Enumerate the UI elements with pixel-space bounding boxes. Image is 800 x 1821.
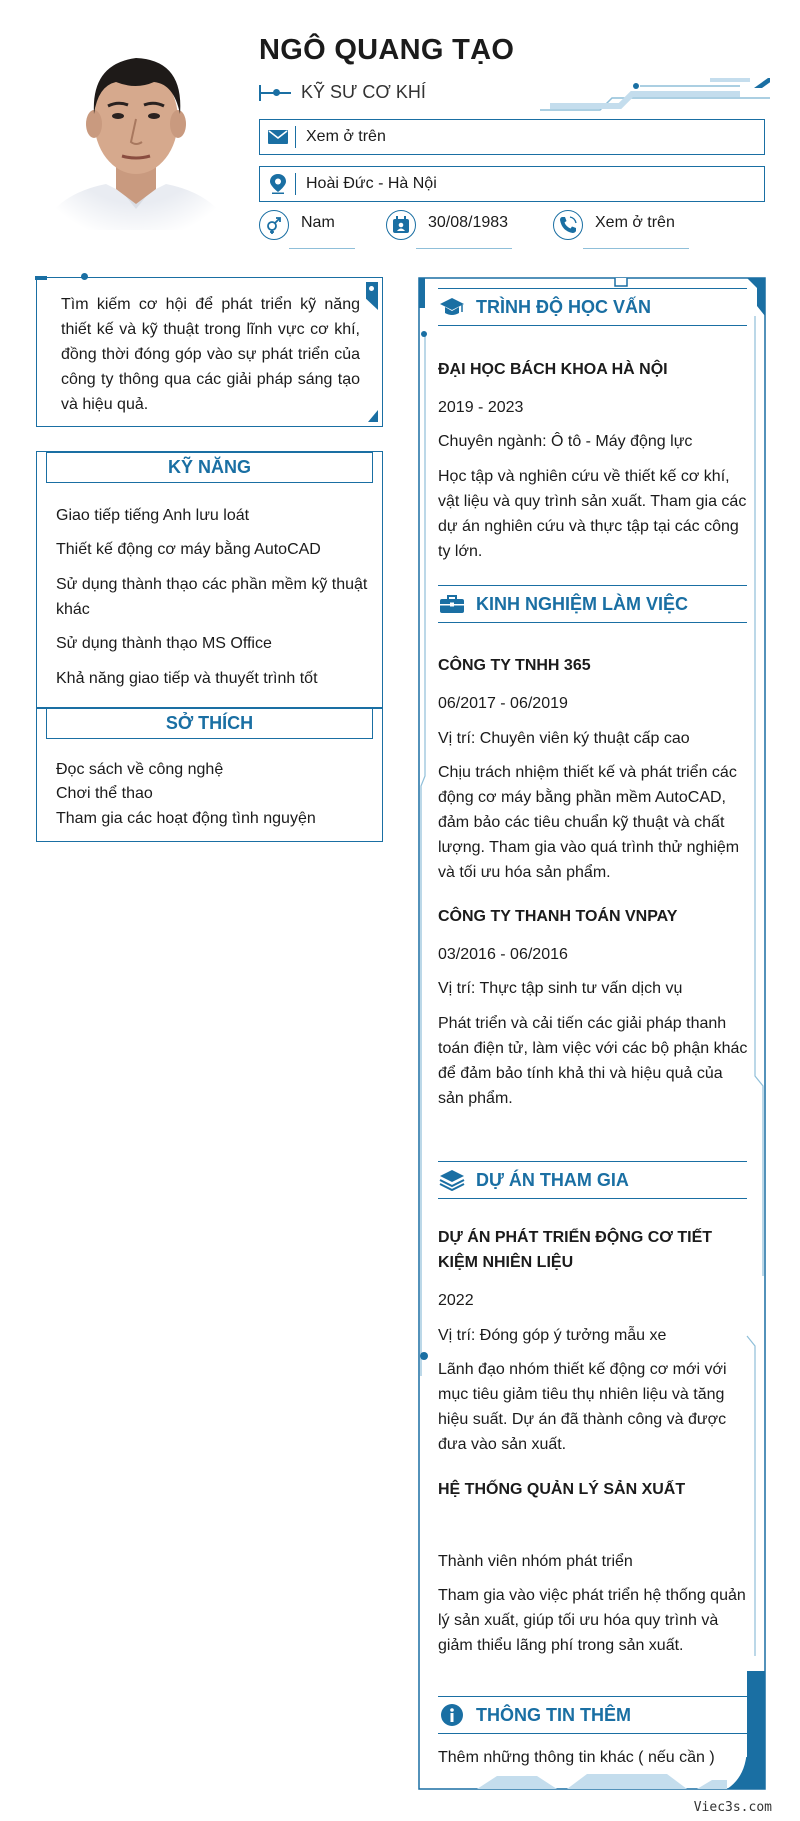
project-role: Vị trí: Đóng góp ý tưởng mẫu xe — [438, 1327, 667, 1344]
phone-icon — [553, 210, 583, 240]
projects-heading — [438, 1161, 747, 1199]
circuit-decoration — [540, 74, 770, 114]
gender-item — [259, 210, 335, 240]
email-value: Xem ở trên — [306, 128, 386, 145]
project-description: Lãnh đạo nhóm thiết kế động cơ mới với mục tiêu giảm tiêu thụ nhiên liệu và tăng hiệu suất. Dự án đã thành công và được đưa vào sản xuất. — [438, 1361, 727, 1453]
experience-description: Phát triển và cải tiến các giải pháp thanh toán điện tử, làm việc với các bộ phận khác để đảm bảo tính khả thi và hiệu quả của sản phẩm. — [438, 1015, 748, 1107]
project-name: DỰ ÁN PHÁT TRIỂN ĐỘNG CƠ TIẾT KIỆM NHIÊN LIỆU — [438, 1229, 713, 1271]
experience-heading — [438, 585, 747, 623]
phone-item — [553, 210, 675, 240]
birthday-value: 30/08/1983 — [428, 214, 509, 231]
profile-photo — [36, 24, 236, 230]
hobby-item: Chơi thể thao — [56, 785, 153, 802]
projects-title: DỰ ÁN THAM GIA — [476, 1169, 629, 1190]
experience-title: KINH NGHIỆM LÀM VIỆC — [476, 593, 689, 614]
gender-value: Nam — [301, 214, 335, 231]
project-description: Tham gia vào việc phát triển hệ thống quản lý sản xuất, giúp tối ưu hóa quy trình và giảm thiểu lãng phí trong sản xuất. — [438, 1587, 746, 1654]
experience-period: 03/2016 - 06/2016 — [438, 946, 568, 963]
skills-heading: KỸ NĂNG — [46, 452, 373, 483]
email-row — [259, 119, 765, 155]
career-objective-box — [36, 277, 383, 427]
project-role: Thành viên nhóm phát triển — [438, 1553, 633, 1570]
experience-position: Vị trí: Chuyên viên ký thuật cấp cao — [438, 730, 690, 747]
briefcase-icon — [438, 594, 466, 614]
education-heading — [438, 288, 747, 326]
watermark: Viec3s.com — [693, 1800, 772, 1815]
phone-value: Xem ở trên — [595, 214, 675, 231]
skills-section — [36, 451, 383, 709]
additional-info-heading — [438, 1696, 747, 1734]
birthday-item — [386, 210, 508, 240]
education-school: ĐẠI HỌC BÁCH KHOA HÀ NỘI — [438, 361, 668, 378]
experience-company: CÔNG TY TNHH 365 — [438, 657, 591, 674]
candidate-name: NGÔ QUANG TẠO — [259, 34, 515, 66]
hobbies-heading: SỞ THÍCH — [46, 708, 373, 739]
experience-period: 06/2017 - 06/2019 — [438, 695, 568, 712]
education-description: Học tập và nghiên cứu về thiết kế cơ khí, vật liệu và quy trình sản xuất. Tham gia các dự án nghiên cứu và thực tập tại các công ty lớn. — [438, 468, 747, 560]
experience-position: Vị trí: Thực tập sinh tư vấn dịch vụ — [438, 980, 683, 997]
right-column-panel — [417, 276, 767, 1791]
address-row — [259, 166, 765, 202]
additional-info-title: THÔNG TIN THÊM — [476, 1704, 631, 1725]
skill-item: Khả năng giao tiếp và thuyết trình tốt — [56, 670, 318, 687]
hobby-item: Đọc sách về công nghệ — [56, 761, 224, 778]
layers-icon — [438, 1169, 466, 1191]
graduation-cap-icon — [438, 297, 466, 317]
education-major: Chuyên ngành: Ô tô - Máy động lực — [438, 433, 693, 450]
skill-item: Sử dụng thành thạo MS Office — [56, 635, 272, 652]
hobbies-section — [36, 707, 383, 842]
job-title-decoration — [259, 92, 291, 94]
job-title-row — [259, 82, 426, 103]
experience-description: Chịu trách nhiệm thiết kế và phát triển các động cơ máy bằng phần mềm AutoCAD, đảm bảo các tiêu chuẩn kỹ thuật và chất lượng. Tham gia vào quá trình thử nghiệm và tối ưu hóa sản phẩm. — [438, 764, 740, 881]
skill-item: Giao tiếp tiếng Anh lưu loát — [56, 507, 250, 524]
info-icon — [438, 1703, 466, 1727]
gender-icon — [259, 210, 289, 240]
career-objective-text: Tìm kiếm cơ hội để phát triển kỹ năng thiết kế và kỹ thuật trong lĩnh vực cơ khí, đồng thời đóng góp vào sự phát triển của công ty thông qua các giải pháp sáng tạo và hiệu quả. — [61, 296, 360, 413]
calendar-person-icon — [386, 210, 416, 240]
skill-item: Sử dụng thành thạo các phần mềm kỹ thuật khác — [56, 576, 368, 618]
education-period: 2019 - 2023 — [438, 399, 524, 416]
mail-icon — [260, 126, 296, 148]
education-title: TRÌNH ĐỘ HỌC VẤN — [476, 296, 651, 317]
project-year: 2022 — [438, 1292, 474, 1309]
address-value: Hoài Đức - Hà Nội — [306, 175, 437, 192]
job-title: KỸ SƯ CƠ KHÍ — [301, 82, 426, 102]
hobby-item: Tham gia các hoạt động tình nguyện — [56, 810, 316, 827]
location-pin-icon — [260, 173, 296, 195]
project-name: HỆ THỐNG QUẢN LÝ SẢN XUẤT — [438, 1481, 686, 1498]
additional-info-text: Thêm những thông tin khác ( nếu cần ) — [438, 1749, 715, 1766]
skill-item: Thiết kế động cơ máy bằng AutoCAD — [56, 541, 321, 558]
experience-company: CÔNG TY THANH TOÁN VNPAY — [438, 908, 678, 925]
